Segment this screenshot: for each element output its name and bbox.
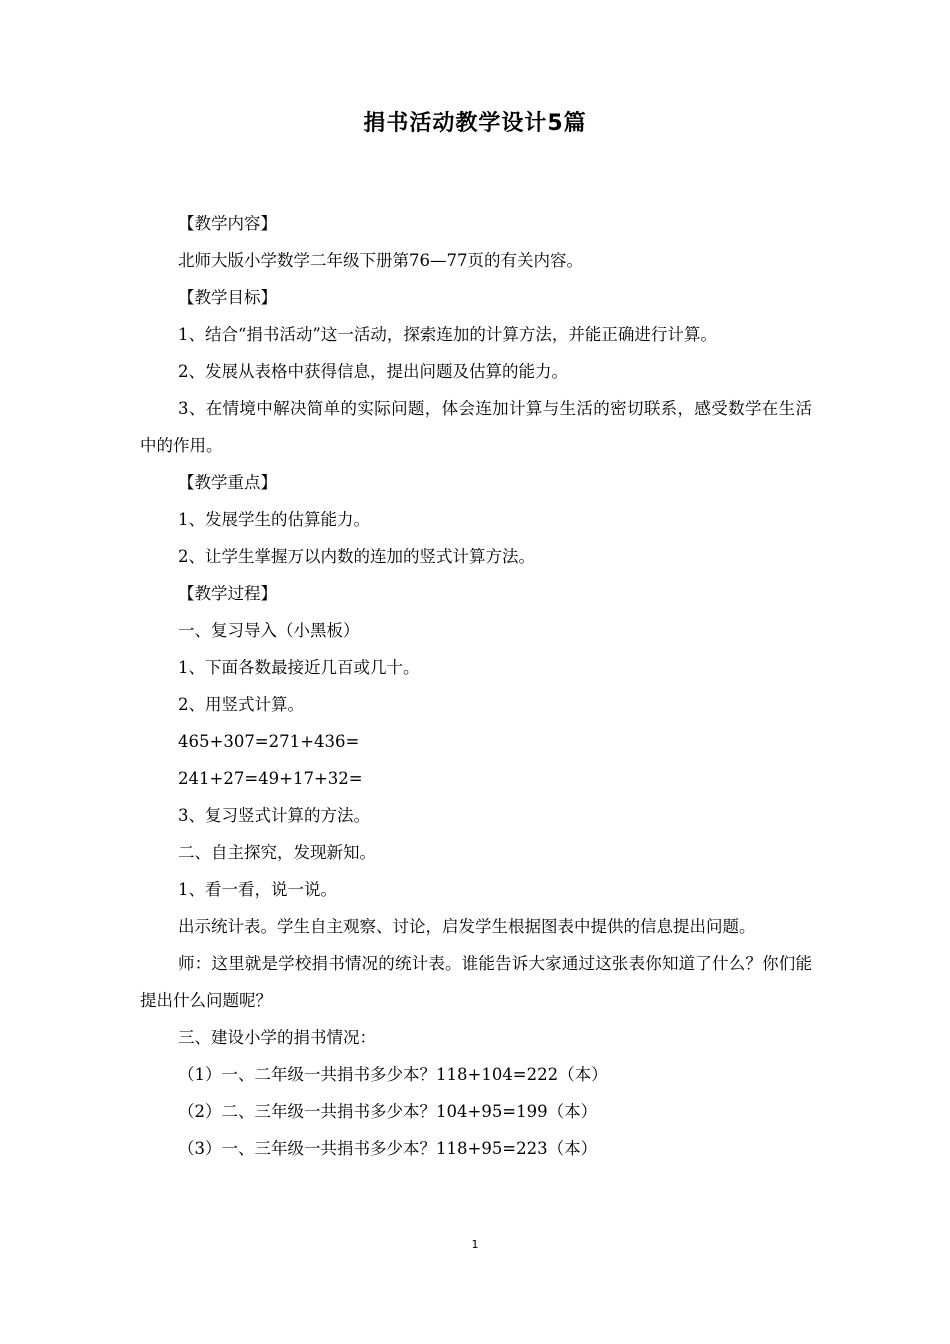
- paragraph: 【教学重点】: [178, 473, 277, 492]
- document-title: 捐书活动教学设计5篇: [363, 111, 587, 136]
- paragraph: （1）一、二年级一共捐书多少本？118+104=222（本）: [178, 1065, 608, 1084]
- paragraph: 2、用竖式计算。: [178, 695, 304, 714]
- paragraph: 北师大版小学数学二年级下册第76—77页的有关内容。: [178, 251, 583, 270]
- paragraph: 【教学目标】: [178, 288, 277, 307]
- paragraph: 3、复习竖式计算的方法。: [178, 806, 370, 825]
- paragraph: 【教学内容】: [178, 214, 277, 233]
- paragraph: 【教学过程】: [178, 584, 277, 603]
- paragraph: 一、复习导入（小黑板）: [178, 621, 360, 640]
- paragraph: 出示统计表。学生自主观察、讨论，启发学生根据图表中提供的信息提出问题。: [178, 917, 756, 936]
- document-body: [140, 205, 812, 1167]
- paragraph: 2、让学生掌握万以内数的连加的竖式计算方法。: [178, 547, 535, 566]
- paragraph: 2、发展从表格中获得信息，提出问题及估算的能力。: [178, 362, 568, 381]
- paragraph: 1、看一看，说一说。: [178, 880, 337, 899]
- page-number: 1: [471, 1238, 479, 1251]
- paragraph: 1、下面各数最接近几百或几十。: [178, 658, 420, 677]
- paragraph: （2）二、三年级一共捐书多少本？104+95=199（本）: [178, 1102, 598, 1121]
- paragraph: 465+307=271+436=: [178, 732, 360, 751]
- paragraph: 1、发展学生的估算能力。: [178, 510, 370, 529]
- paragraph: 1、结合“捐书活动”这一活动，探索连加的计算方法，并能正确进行计算。: [178, 325, 717, 344]
- paragraph: 241+27=49+17+32=: [178, 769, 363, 788]
- paragraph: 三、建设小学的捐书情况：: [178, 1028, 376, 1047]
- paragraph: 师：这里就是学校捐书情况的统计表。谁能告诉大家通过这张表你知道了什么？你们能提出什么问题呢？: [140, 954, 812, 1010]
- paragraph: 3、在情境中解决简单的实际问题，体会连加计算与生活的密切联系，感受数学在生活中的作用。: [140, 399, 812, 455]
- paragraph: 二、自主探究，发现新知。: [178, 843, 376, 862]
- paragraph: （3）一、三年级一共捐书多少本？118+95=223（本）: [178, 1139, 598, 1158]
